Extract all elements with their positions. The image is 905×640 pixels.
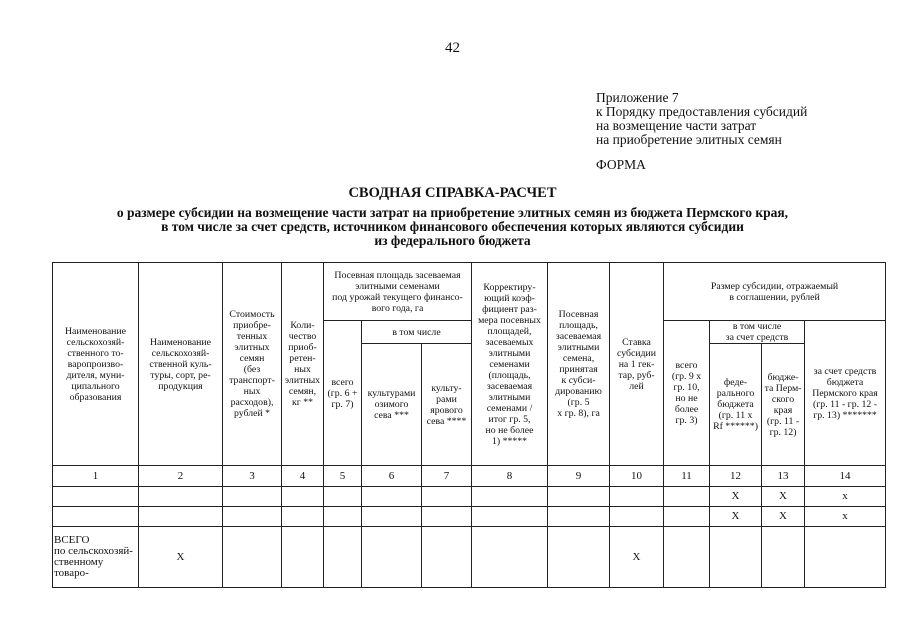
column-number: 8: [472, 466, 548, 487]
table-cell: [422, 527, 472, 588]
table-cell: [548, 487, 610, 507]
column-number: 6: [362, 466, 422, 487]
table-cell: [472, 507, 548, 527]
header-subsidy-group: Размер субсидии, отражаемый в соглашении, рублей: [664, 263, 886, 321]
table-cell: [362, 487, 422, 507]
table-cell: [282, 507, 324, 527]
table-cell: [53, 487, 139, 507]
column-number: 5: [324, 466, 362, 487]
column-number: 7: [422, 466, 472, 487]
table-cell: [548, 507, 610, 527]
appendix-line-4: на приобретение элитных семян: [596, 132, 782, 147]
table-cell: [324, 527, 362, 588]
subtitle-line-2: в том числе за счет средств, источником финансового обеспечения которых являются субсидии: [161, 219, 744, 234]
table-cell: X: [710, 487, 762, 507]
table-cell: [362, 507, 422, 527]
table-cell: X: [762, 487, 805, 507]
table-row: [53, 487, 886, 507]
page-number: 42: [445, 40, 460, 56]
table-cell: [610, 487, 664, 507]
table-cell: x: [805, 507, 886, 527]
header-perm-budget: за счет средств бюджета Пермского края (гр. 11 - гр. 12 - гр. 13) *******: [805, 321, 886, 466]
table-cell: [282, 527, 324, 588]
column-number: 3: [223, 466, 282, 487]
document-title: СВОДНАЯ СПРАВКА-РАСЧЕТ: [348, 185, 557, 201]
table-cell: X: [610, 527, 664, 588]
table-cell: X: [139, 527, 223, 588]
header-subsidy-including: в том числе за счет средств: [710, 321, 805, 344]
column-number: 2: [139, 466, 223, 487]
appendix-line-1: Приложение 7: [596, 90, 679, 105]
table-cell: [324, 507, 362, 527]
table-cell: [139, 507, 223, 527]
header-winter-crops: культурами озимого сева ***: [362, 344, 422, 466]
column-number: 14: [805, 466, 886, 487]
document-subtitle: [0, 206, 905, 248]
column-number: 4: [282, 466, 324, 487]
header-subsidy-total: всего (гр. 9 х гр. 10, но не более гр. 3): [664, 321, 710, 466]
column-number: 13: [762, 466, 805, 487]
header-regional-budget: бюдже- та Перм- ского края (гр. 11 - гр. 12): [762, 344, 805, 466]
column-number: 1: [53, 466, 139, 487]
header-correction-coefficient: Корректиру- ющий коэф- фициент раз- мера посевных площадей, засеваемых элитными семенами (площадь, засеваемая элитными семенами / итог гр. 5, но не более 1) *****: [472, 263, 548, 466]
column-number-row: [53, 466, 886, 487]
header-federal-budget: феде- рального бюджета (гр. 11 х Rf ******): [710, 344, 762, 466]
table-cell: X: [710, 507, 762, 527]
table-cell: [664, 487, 710, 507]
table-cell: [53, 507, 139, 527]
header-accepted-area: Посевная площадь, засеваемая элитными семена, принятая к субси- дированию (гр. 5 х гр. 8), га: [548, 263, 610, 466]
table-cell: [710, 527, 762, 588]
table-cell: [548, 527, 610, 588]
table-cell: [282, 487, 324, 507]
appendix-line-2: к Порядку предоставления субсидий: [596, 104, 808, 119]
table-cell: [223, 507, 282, 527]
header-cost: Стоимость приобре- тенных элитных семян (без транспорт- ных расходов), рублей *: [223, 263, 282, 466]
subtitle-line-3: из федерального бюджета: [374, 233, 531, 248]
subtitle-line-1: о размере субсидии на возмещение части затрат на приобретение элитных семян из бюджета Пермского края,: [116, 205, 789, 220]
table-cell: [223, 527, 282, 588]
column-number: 10: [610, 466, 664, 487]
table-cell: [610, 507, 664, 527]
form-label: ФОРМА: [596, 157, 646, 172]
table-cell: [324, 487, 362, 507]
table-cell: [472, 487, 548, 507]
header-quantity: Коли- чество приоб- ретен- ных элитных семян, кг **: [282, 263, 324, 466]
appendix-header: [596, 91, 807, 147]
table-cell: [362, 527, 422, 588]
column-number: 11: [664, 466, 710, 487]
table-cell: [472, 527, 548, 588]
appendix-line-3: на возмещение части затрат: [596, 118, 757, 133]
table-cell: X: [762, 507, 805, 527]
table-cell: [139, 487, 223, 507]
total-label: ВСЕГО по сельскохозяй- ственному товаро-: [53, 527, 139, 588]
header-sown-area-group: Посевная площадь засеваемая элитными семенами под урожай текущего финансо- вого года, га: [324, 263, 472, 321]
header-crop: Наименование сельскохозяй- ственной куль- туры, сорт, ре- продукция: [139, 263, 223, 466]
column-number: 9: [548, 466, 610, 487]
table-cell: [223, 487, 282, 507]
table-cell: [422, 507, 472, 527]
header-producer: Наименование сельскохозяй- ственного то- варопроизво- дителя, муни- ципального образования: [53, 263, 139, 466]
table-cell: [762, 527, 805, 588]
table-cell: [422, 487, 472, 507]
table-cell: [664, 507, 710, 527]
table-cell: x: [805, 487, 886, 507]
header-including: в том числе: [362, 321, 472, 344]
header-subsidy-rate: Ставка субсидии на 1 гек- тар, руб- лей: [610, 263, 664, 466]
header-spring-crops: культу- рами ярового сева ****: [422, 344, 472, 466]
header-sown-total: всего (гр. 6 + гр. 7): [324, 321, 362, 466]
total-row: [53, 527, 886, 588]
table-cell: [805, 527, 886, 588]
table-cell: [664, 527, 710, 588]
subsidy-calculation-table: [52, 262, 886, 588]
column-number: 12: [710, 466, 762, 487]
table-row: [53, 507, 886, 527]
